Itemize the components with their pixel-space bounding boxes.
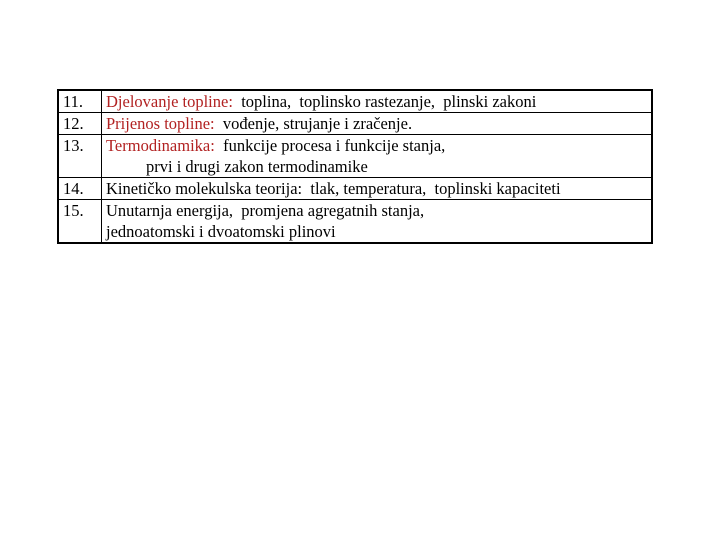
- table-row: [58, 135, 652, 178]
- topic-title: Prijenos topline:: [106, 114, 215, 133]
- row-number: 11.: [58, 90, 102, 113]
- row-text: [102, 200, 653, 244]
- row-text: [102, 135, 653, 178]
- topic-title: Djelovanje topline:: [106, 92, 233, 111]
- row-text: [102, 113, 653, 135]
- topic-details: toplina, toplinsko rastezanje, plinski zakoni: [232, 92, 537, 111]
- topic-title: Termodinamika:: [106, 136, 215, 155]
- topic-continuation: jednoatomski i dvoatomski plinovi: [106, 222, 336, 241]
- row-text: [102, 178, 653, 200]
- topic-details: vođenje, strujanje i zračenje.: [214, 114, 413, 133]
- table-row: [58, 200, 652, 244]
- row-number: 12.: [58, 113, 102, 135]
- table-row: [58, 90, 652, 113]
- topic-details: Kinetičko molekulska teorija: tlak, temperatura, toplinski kapaciteti: [106, 179, 561, 198]
- table-row: [58, 178, 652, 200]
- row-text: [102, 90, 653, 113]
- row-number: 15.: [58, 200, 102, 244]
- topic-details: funkcije procesa i funkcije stanja,: [214, 136, 446, 155]
- row-number: 13.: [58, 135, 102, 178]
- syllabus-table: [57, 89, 653, 244]
- topic-continuation: prvi i drugi zakon termodinamike: [146, 157, 368, 176]
- topic-details: Unutarnja energija, promjena agregatnih stanja,: [106, 201, 425, 220]
- table-row: [58, 113, 652, 135]
- row-number: 14.: [58, 178, 102, 200]
